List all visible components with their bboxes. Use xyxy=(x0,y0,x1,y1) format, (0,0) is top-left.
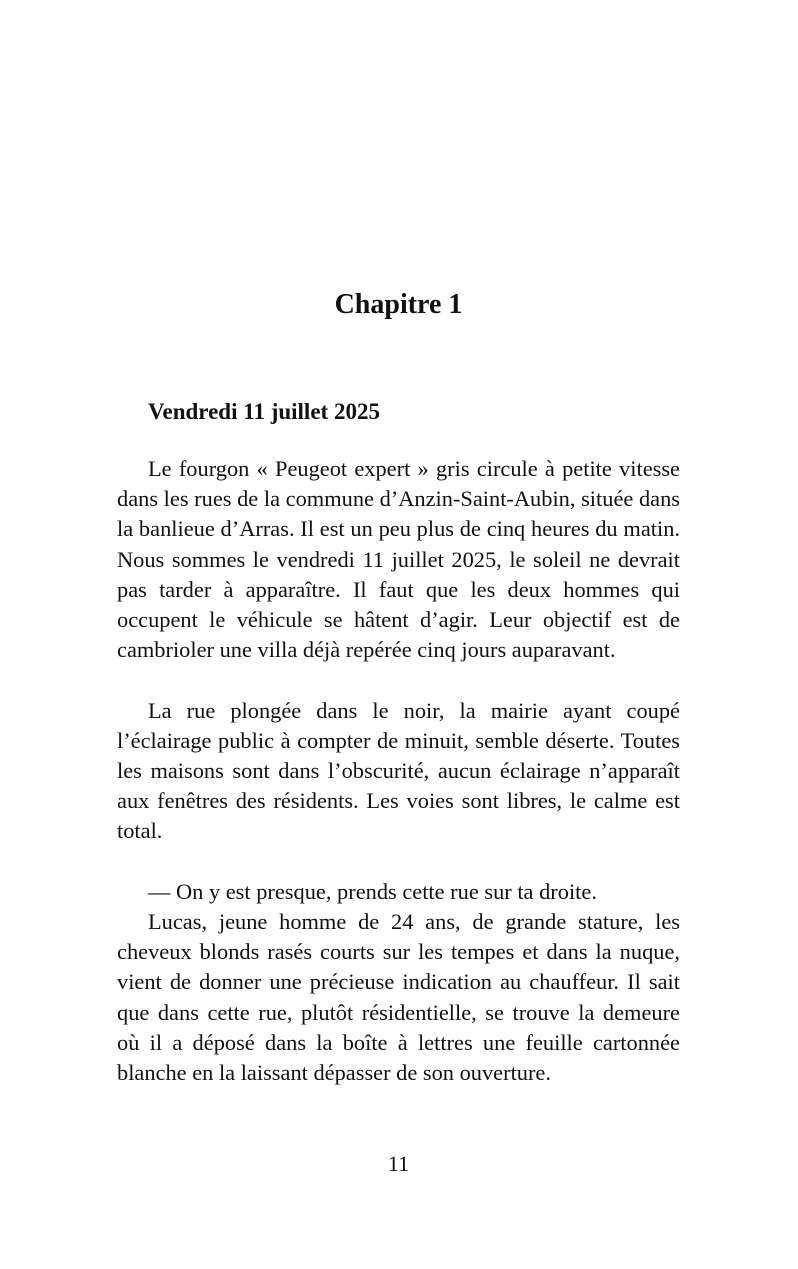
dialogue-line: — On y est presque, prends cette rue sur ta droite. xyxy=(148,878,597,904)
paragraph: La rue plongée dans le noir, la mairie ayant coupé l’éclairage public à compter de minuit, semble déserte. Toutes les maisons sont dans l’obscurité, aucun éclairage n’apparaît aux fenêtres des résidents. Les voies sont libres, le calme est total. xyxy=(117,697,680,844)
book-page xyxy=(117,0,680,1269)
paragraph: Le fourgon « Peugeot expert » gris circule à petite vitesse dans les rues de la commune d’Anzin-Saint-Aubin, située dans la banlieue d’Arras. Il est un peu plus de cinq heures du matin. Nous sommes le vendredi 11 juillet 2025, le soleil ne devrait pas tarder à apparaître. Il faut que les deux hommes qui occupent le véhicule se hâtent d’agir. Leur objectif est de cambrioler une villa déjà repérée cinq jours auparavant. xyxy=(117,456,680,663)
chapter-title: Chapitre 1 xyxy=(334,288,463,320)
page-number: 11 xyxy=(387,1151,410,1176)
chapter-body xyxy=(117,454,680,1088)
paragraph: Lucas, jeune homme de 24 ans, de grande stature, les cheveux blonds rasés courts sur les tempes et dans la nuque, vient de donner une précieuse indication au chauffeur. Il sait que dans cette rue, plutôt résidentielle, se trouve la demeure où il a déposé dans la boîte à lettres une feuille cartonnée blanche en la laissant dépasser de son ouverture. xyxy=(117,909,680,1086)
section-date-heading: Vendredi 11 juillet 2025 xyxy=(148,399,380,424)
